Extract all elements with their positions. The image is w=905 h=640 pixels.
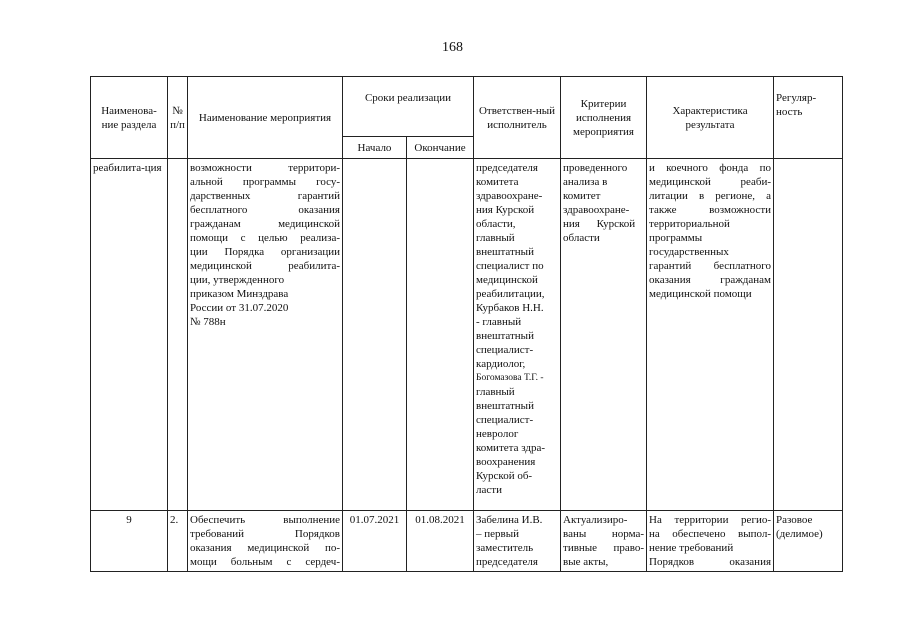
responsible-line: главный [476,386,515,398]
responsible-line: Богомазова Т.Г. - [476,373,544,383]
responsible-line: ния Курской [476,204,535,216]
row-responsible-cell [474,511,561,572]
event-line: бесплатного оказания [190,204,340,216]
row-event-cell [188,511,343,572]
table-row [91,511,843,572]
event-line: России от 31.07.2020 [190,302,289,314]
event-line: медицинской реабилита- [190,260,340,272]
responsible-line: здравоохране- [476,190,543,202]
responsible-line: главный [476,232,515,244]
header-start: Начало [343,137,407,159]
event-line: ции Порядка организации [190,246,340,258]
table-row [91,159,843,511]
responsible-line: воохранения [476,456,536,468]
responsible-line: комитета [476,176,519,188]
row-result-cell [647,159,774,511]
header-section-name: Наименова-ние раздела [91,77,168,159]
header-event-name: Наименование мероприятия [188,77,343,159]
event-line: помощи с целью реализа- [190,232,340,244]
event-line: возможности территори- [190,162,340,174]
row-number-cell [168,159,188,511]
responsible-line: реабилитации, [476,288,545,300]
row-start-cell [343,159,407,511]
page-number: 168 [442,40,463,55]
row-result-cell [647,511,774,572]
header-deadlines: Сроки реализации [343,77,474,137]
row-event-cell [188,159,343,511]
responsible-line: Забелина И.В. [476,514,543,526]
responsible-line: специалист по [476,260,544,272]
header-result: Характеристика результата [647,77,774,159]
event-line: альной программы госу- [190,176,340,188]
responsible-line: области, [476,218,516,230]
event-line: дарственных гарантий [190,190,340,202]
responsible-line: - главный [476,316,522,328]
responsible-line: председателя [476,162,538,174]
result-line: государственных [649,246,729,258]
row-criteria-cell [561,511,647,572]
responsible-line: Курской об- [476,470,533,482]
result-line: Порядков оказания [649,556,772,568]
result-line: территориальной [649,218,730,230]
row-regularity-cell [774,159,843,511]
responsible-line: – первый [476,528,520,540]
event-line: приказом Минздрава [190,288,289,300]
responsible-line: невролог [476,428,519,440]
result-line: нение требований [649,542,734,554]
header-criteria: Критерии исполнения мероприятия [561,77,647,159]
event-line: Обеспечить выполнение [190,514,340,526]
criteria-line: проведенного [563,162,628,174]
header-responsible: Ответствен-ный исполнитель [474,77,561,159]
criteria-line: Актуализиро- [563,514,628,526]
result-line: программы [649,232,703,244]
criteria-line: комитет [563,190,601,202]
responsible-line: медицинской [476,274,538,286]
result-line: и коечного фонда по [649,162,772,174]
row-regularity-cell: Разовое (делимое) [774,511,843,572]
result-line: медицинской помощи [649,288,752,300]
result-line: медицинской реаби- [649,176,772,188]
criteria-line: здравоохране- ния Курской [563,204,636,230]
result-line: гарантий бесплатного [649,260,772,272]
row-number-cell: 2. [168,511,188,572]
responsible-line: ласти [476,484,502,496]
row-end-cell [407,159,474,511]
event-line: № 788н [190,316,226,328]
row-criteria-cell [561,159,647,511]
header-regularity: Регуляр-ность [774,77,843,159]
responsible-line: заместитель [476,542,534,554]
responsible-line: Курбаков Н.Н. [476,302,544,314]
responsible-line: специалист- [476,344,534,356]
header-end: Окончание [407,137,474,159]
criteria-line: вые акты, [563,556,609,568]
responsible-line: внештатный [476,246,534,258]
result-line: на обеспечено выпол- [649,528,772,540]
event-line: гражданам медицинской [190,218,340,230]
result-line: литации в регионе, а [649,190,772,202]
result-line: На территории регио- [649,514,772,526]
row-section-cell: реабилита-ция [91,159,168,511]
event-line: ции, утвержденного [190,274,285,286]
criteria-line: тивные право- [563,542,645,554]
header-number: № п/п [168,77,188,159]
criteria-line: области [563,232,600,244]
result-line: также возможности [649,204,772,216]
responsible-line: специалист- [476,414,534,426]
result-line: оказания гражданам [649,274,772,286]
responsible-line: председателя [476,556,538,568]
row-start-cell: 01.07.2021 [343,511,407,572]
responsible-line: кардиолог, [476,358,526,370]
responsible-line: внештатный [476,400,534,412]
criteria-line: ваны норма- [563,528,645,540]
responsible-line: внештатный [476,330,534,342]
row-end-cell: 01.08.2021 [407,511,474,572]
row-responsible-cell [474,159,561,511]
event-line: оказания медицинской по- [190,542,340,554]
event-line: требований Порядков [190,528,340,540]
event-line: мощи больным с сердеч- [190,556,340,568]
row-section-cell: 9 [91,511,168,572]
responsible-line: комитета здра- [476,442,545,454]
criteria-line: анализа в [563,176,608,188]
plan-table [90,76,843,572]
